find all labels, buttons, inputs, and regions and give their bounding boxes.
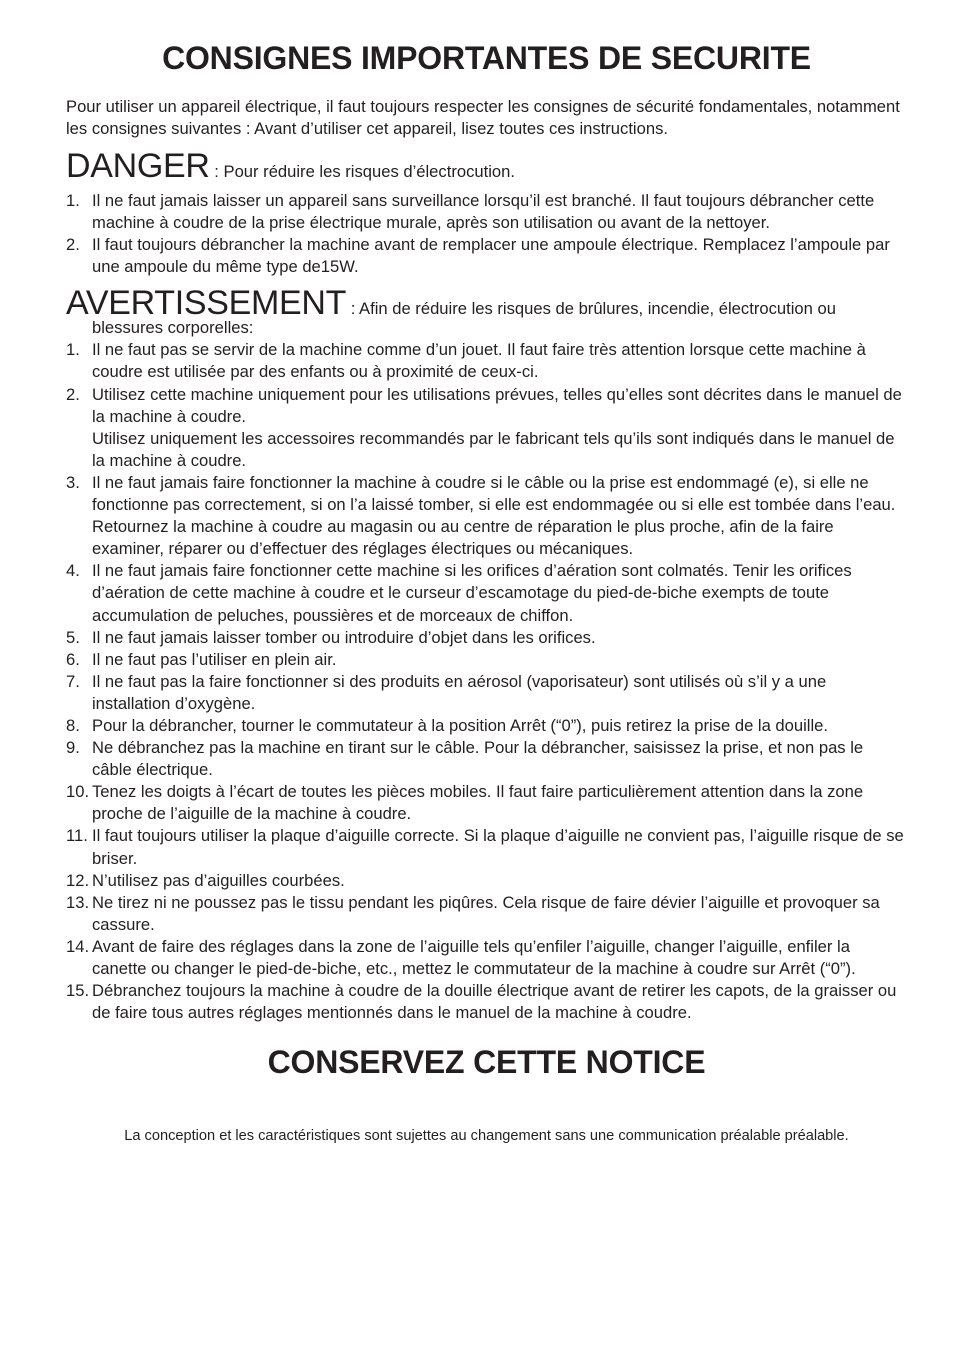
list-item: [66, 671, 907, 715]
item-number: 2.: [66, 235, 80, 255]
item-text-extra: Utilisez uniquement les accessoires recommandés par le fabricant tels qu’ils sont indiqués dans le manuel de la machine à coudre.: [92, 428, 895, 470]
list-item: [66, 892, 907, 936]
item-text: Avant de faire des réglages dans la zone de l’aiguille tels qu’enfiler l’aiguille, changer l’aiguille, enfiler la canette ou changer le pied-de-biche, etc., mettez le commutateur de la machine à coudre sur Arrêt (“0”).: [92, 936, 856, 978]
item-number: 7.: [66, 671, 80, 691]
list-item: [66, 190, 907, 234]
danger-heading: [66, 149, 907, 190]
item-number: 15.: [66, 981, 90, 1001]
item-number: 11.: [66, 826, 88, 846]
item-number: 9.: [66, 738, 80, 758]
list-item: [66, 781, 907, 825]
footer-title: CONSERVEZ CETTE NOTICE: [267, 1044, 706, 1081]
item-text: Il ne faut pas l’utiliser en plein air.: [92, 649, 337, 669]
danger-label: DANGER: [66, 147, 210, 185]
item-text: Tenez les doigts à l’écart de toutes les pièces mobiles. Il faut faire particulièrement attention dans la zone proche de l’aiguille de la machine à coudre.: [92, 782, 864, 824]
item-text: Débranchez toujours la machine à coudre de la douille électrique avant de retirer les capots, de la graisser ou de faire tous autres réglages mentionnés dans le manuel de la machine à coudre.: [92, 981, 897, 1023]
list-item: [66, 339, 907, 383]
intro-paragraph: Pour utiliser un appareil électrique, il faut toujours respecter les consignes de sécurité fondamentales, notamment les consignes suivantes : Avant d’utiliser cet appareil, lisez toutes ces instructions.: [66, 97, 900, 138]
list-item: [66, 472, 907, 560]
item-number: 2.: [66, 384, 80, 404]
item-number: 4.: [66, 561, 80, 581]
item-text: Il ne faut pas la faire fonctionner si des produits en aérosol (vaporisateur) sont utilisés où s’il y a une installation d’oxygène.: [92, 671, 827, 713]
item-number: 1.: [66, 340, 80, 360]
warning-text-continued: blessures corporelles:: [92, 318, 254, 338]
list-item: [66, 384, 907, 472]
item-text: Il faut toujours utiliser la plaque d’aiguille correcte. Si la plaque d’aiguille ne convient pas, l’aiguille risque de se briser.: [92, 826, 904, 868]
danger-text: : Pour réduire les risques d’électrocution.: [209, 162, 515, 181]
page-title: CONSIGNES IMPORTANTES DE SECURITE: [162, 40, 811, 76]
item-number: 5.: [66, 627, 80, 647]
item-text: Utilisez cette machine uniquement pour les utilisations prévues, telles qu’elles sont décrites dans le manuel de la machine à coudre.: [92, 384, 902, 426]
list-item: [66, 980, 907, 1024]
list-item: [66, 627, 907, 649]
item-number: 13.: [66, 892, 90, 912]
item-text: Ne tirez ni ne poussez pas le tissu pendant les piqûres. Cela risque de faire dévier l’aiguille et provoquer sa cassure.: [92, 892, 880, 934]
item-number: 14.: [66, 936, 90, 956]
list-item: [66, 715, 907, 737]
list-item: [66, 825, 907, 869]
item-number: 12.: [66, 870, 90, 890]
item-text: Il ne faut jamais faire fonctionner cette machine si les orifices d’aération sont colmatés. Tenir les orifices d’aération de cette machine à coudre et le curseur d’escamotage du pied-de-biche exempts de toute accumulation de peluches, poussières et de morceaux de chiffon.: [92, 561, 852, 625]
list-item: [66, 234, 907, 278]
item-number: 6.: [66, 649, 80, 669]
list-item: [66, 737, 907, 781]
item-number: 10.: [66, 782, 90, 802]
item-text: Ne débranchez pas la machine en tirant sur le câble. Pour la débrancher, saisissez la prise, et non pas le câble électrique.: [92, 738, 864, 780]
warning-label: AVERTISSEMENT: [66, 284, 347, 323]
item-text: Pour la débrancher, tourner le commutateur à la position Arrêt (“0”), puis retirez la prise de la douille.: [92, 715, 829, 735]
item-number: 8.: [66, 715, 80, 735]
footer-note: La conception et les caractéristiques sont sujettes au changement sans une communication préalable préalable.: [124, 1128, 849, 1145]
list-item: [66, 936, 907, 980]
list-item: [66, 870, 907, 892]
warning-list: [66, 339, 907, 1024]
item-text: Il ne faut jamais laisser tomber ou introduire d’objet dans les orifices.: [92, 627, 596, 647]
item-text: N’utilisez pas d’aiguilles courbées.: [92, 870, 345, 890]
list-item: [66, 560, 907, 626]
item-text-extra: Retournez la machine à coudre au magasin ou au centre de réparation le plus proche, afin de la faire examiner, réparer ou d’effectuer des réglages électriques ou mécaniques.: [92, 517, 834, 559]
item-number: 1.: [66, 191, 80, 210]
warning-text: : Afin de réduire les risques de brûlures, incendie, électrocution ou: [346, 299, 836, 319]
item-text: Il faut toujours débrancher la machine avant de remplacer une ampoule électrique. Remplacez l’ampoule par une ampoule du même type de15W.: [92, 235, 890, 277]
item-text: Il ne faut jamais laisser un appareil sans surveillance lorsqu’il est branché. Il faut toujours débrancher cette machine à coudre de la prise électrique murale, après son utilisation ou avant de la nettoyer.: [92, 191, 875, 233]
danger-list: [66, 190, 907, 278]
list-item: [66, 649, 907, 671]
item-number: 3.: [66, 472, 80, 492]
item-text: Il ne faut pas se servir de la machine comme d’un jouet. Il faut faire très attention lorsque cette machine à coudre est utilisée par des enfants ou à proximité de ceux-ci.: [92, 340, 866, 382]
item-text: Il ne faut jamais faire fonctionner la machine à coudre si le câble ou la prise est endommagé (e), si elle ne fonctionne pas correctement, si on l’a laissé tomber, si elle est endommagée ou si elle est tombée dans l’eau.: [92, 472, 896, 515]
